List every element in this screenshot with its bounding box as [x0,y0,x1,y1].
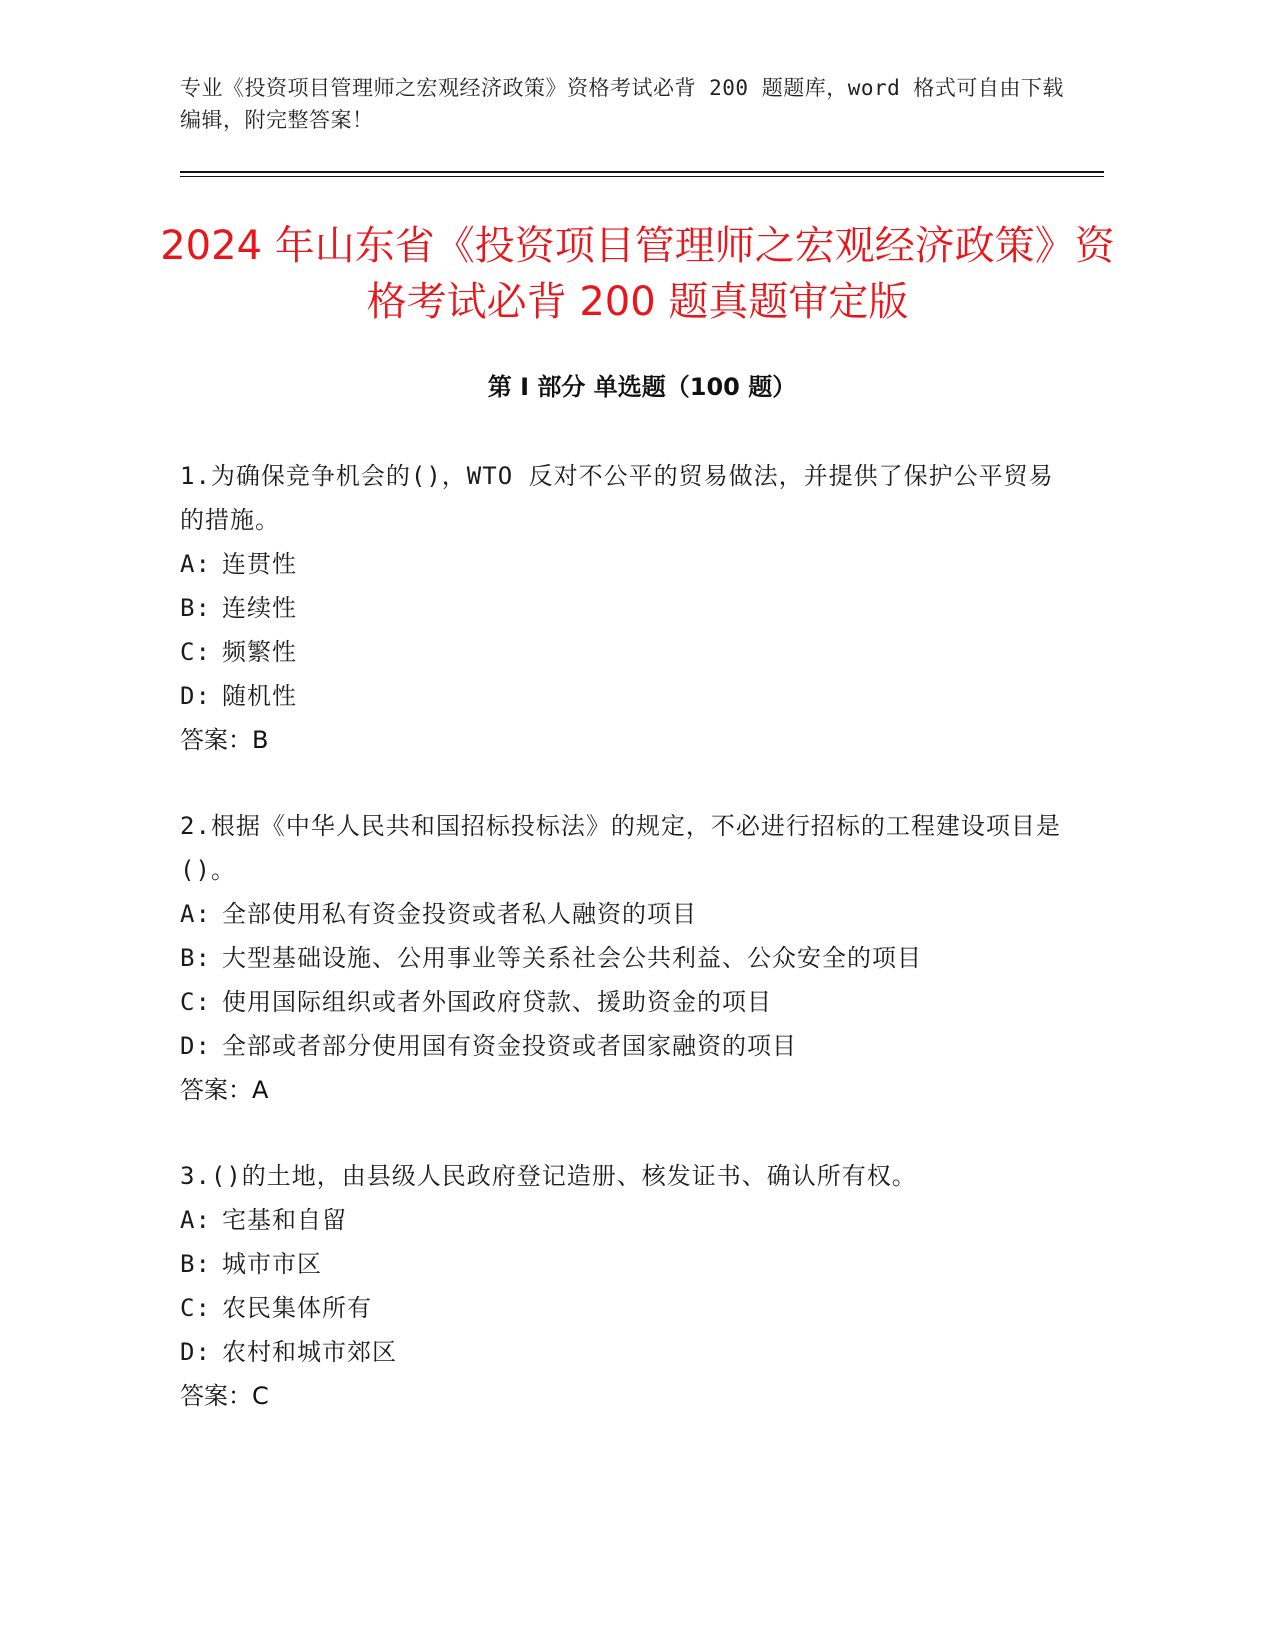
option-key: A: [180,550,211,578]
option-a [180,892,1070,936]
option-key: B: [180,1250,211,1278]
option-key: A: [180,1206,211,1234]
option-d [180,1330,1070,1374]
option-b [180,1242,1070,1286]
option-b [180,936,1070,980]
option-c [180,630,1070,674]
option-text: 使用国际组织或者外国政府贷款、援助资金的项目 [222,988,772,1016]
option-key: C: [180,1294,211,1322]
question-text: 1.为确保竞争机会的()，WTO 反对不公平的贸易做法，并提供了保护公平贸易的措施。 [180,462,1054,534]
option-a [180,1198,1070,1242]
question-text: 2.根据《中华人民共和国招标投标法》的规定，不必进行招标的工程建设项目是()。 [180,812,1061,884]
answer-text: 答案：C [180,1382,269,1410]
answer-text: 答案：A [180,1076,269,1104]
option-c [180,1286,1070,1330]
question-item [180,804,1070,1112]
option-key: C: [180,638,211,666]
option-b [180,586,1070,630]
option-key: B: [180,944,211,972]
option-text: 宅基和自留 [222,1206,347,1234]
header-divider-thick [180,171,1104,173]
option-text: 连贯性 [222,550,297,578]
option-text: 农村和城市郊区 [222,1338,397,1366]
option-key: A: [180,900,211,928]
option-d [180,1024,1070,1068]
option-text: 全部使用私有资金投资或者私人融资的项目 [222,900,697,928]
answer-text: 答案：B [180,726,269,754]
option-key: B: [180,594,211,622]
option-d [180,674,1070,718]
option-text: 全部或者部分使用国有资金投资或者国家融资的项目 [222,1032,797,1060]
header-divider-thin [180,176,1104,177]
question-item [180,454,1070,762]
header-note: 专业《投资项目管理师之宏观经济政策》资格考试必背 200 题题库，word 格式可自由下载编辑，附完整答案！ [180,76,1064,132]
option-text: 农民集体所有 [222,1294,372,1322]
option-key: D: [180,682,211,710]
option-text: 城市市区 [222,1250,322,1278]
option-key: D: [180,1338,211,1366]
section-title: 第 I 部分 单选题（100 题） [487,373,797,401]
option-key: C: [180,988,211,1016]
option-text: 随机性 [222,682,297,710]
document-title: 2024 年山东省《投资项目管理师之宏观经济政策》资格考试必背 200 题真题审定版 [160,223,1115,325]
option-key: D: [180,1032,211,1060]
option-text: 大型基础设施、公用事业等关系社会公共利益、公众安全的项目 [222,944,922,972]
option-text: 频繁性 [222,638,297,666]
question-list [180,454,1070,1460]
question-item [180,1154,1070,1418]
option-a [180,542,1070,586]
option-text: 连续性 [222,594,297,622]
option-c [180,980,1070,1024]
question-text: 3.()的土地，由县级人民政府登记造册、核发证书、确认所有权。 [180,1162,917,1190]
